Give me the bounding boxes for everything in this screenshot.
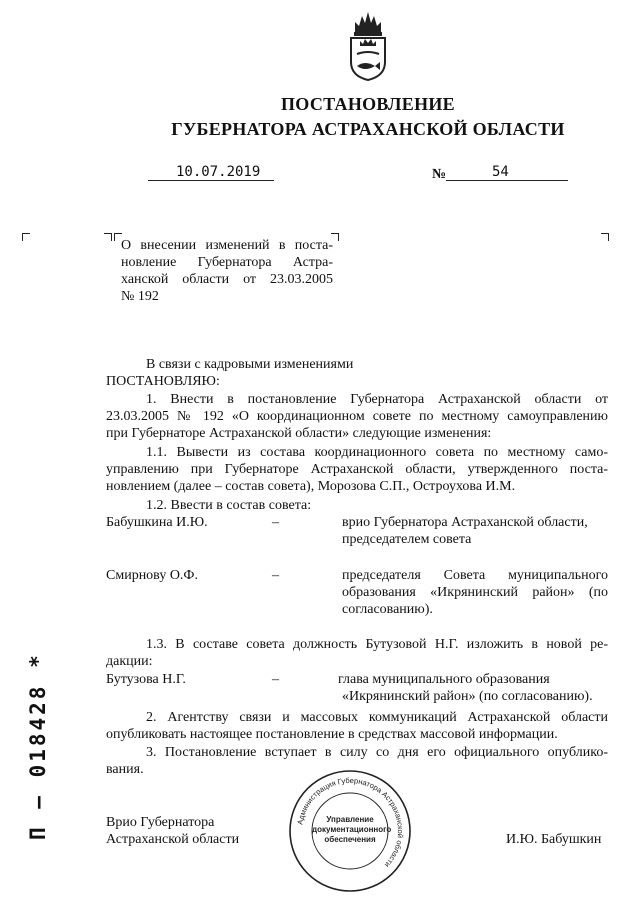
- right-margin-corner: [601, 233, 609, 241]
- paragraph-line: 1. Внести в постановление Губернатора Астраханской области от: [146, 392, 608, 407]
- paragraph-2: [106, 709, 608, 743]
- number-label: №: [432, 167, 447, 182]
- paragraph-line: новлением (далее – состав совета), Морозова С.П., Остроухова И.М.: [106, 479, 516, 494]
- paragraph-line: управлению при Губернаторе Астраханской области, утвержденного поста-: [106, 462, 608, 477]
- subject-block: [121, 237, 333, 305]
- subject-line: новление Губернатора Астра-: [121, 255, 333, 270]
- number-line: [446, 180, 568, 181]
- role-line: председателя Совета муниципального: [342, 568, 608, 583]
- paragraph-line: при Губернаторе Астраханской области» следующие изменения:: [106, 426, 492, 441]
- role-line: образования «Икрянинский район» (по: [342, 585, 608, 600]
- subject-line: О внесении изменений в поста-: [121, 238, 333, 253]
- left-margin-corner: [22, 233, 30, 241]
- subject-line: ханской области от 23.03.2005: [121, 272, 333, 287]
- member-dash: –: [272, 515, 279, 530]
- paragraph-line: вания.: [106, 762, 144, 777]
- role-line: председателем совета: [342, 532, 472, 547]
- stamp-inner-text: [312, 815, 392, 845]
- coat-of-arms-icon: [345, 10, 391, 82]
- member-name: Бабушкина И.Ю.: [106, 515, 208, 530]
- date-line: [148, 180, 274, 181]
- role-line: согласованию).: [342, 602, 433, 617]
- subject-line: № 192: [121, 289, 159, 304]
- member-role: [342, 567, 608, 618]
- paragraph-line: 23.03.2005 № 192 «О координационном совете по местному самоуправлению: [106, 409, 608, 424]
- paragraph-line: 2. Агентству связи и массовых коммуникаций Астраханской области: [146, 710, 608, 725]
- issuer-title: ГУБЕРНАТОРА АСТРАХАНСКОЙ ОБЛАСТИ: [171, 119, 565, 139]
- signatory-position: Врио Губернатора: [106, 815, 215, 830]
- paragraph-1-3: [106, 636, 608, 670]
- serial-number: П – 018428 *: [26, 652, 50, 840]
- member-role: [338, 671, 610, 705]
- subject-open-corner-outer: [104, 233, 112, 241]
- member-name: Бутузова Н.Г.: [106, 672, 186, 687]
- role-line: врио Губернатора Астраханской области,: [342, 515, 588, 530]
- paragraph-line: 1.3. В составе совета должность Бутузовой Н.Г. изложить в новой ре-: [146, 637, 608, 652]
- paragraph-1: [106, 391, 608, 442]
- paragraph-line: опубликовать настоящее постановление в средствах массовой информации.: [106, 727, 558, 742]
- signatory-name: И.Ю. Бабушкин: [506, 832, 602, 847]
- document-type-title: ПОСТАНОВЛЕНИЕ: [281, 94, 455, 114]
- paragraph-line: 3. Постановление вступает в силу со дня его официального опублико-: [146, 745, 608, 760]
- stamp-inner-line: документационного: [312, 825, 392, 834]
- intro-text: В связи с кадровыми изменениями: [146, 357, 354, 372]
- member-dash: –: [272, 568, 279, 583]
- role-line: «Икрянинский район» (по согласованию).: [342, 689, 593, 704]
- signatory-region: Астраханской области: [106, 832, 240, 847]
- document-date: 10.07.2019: [176, 164, 261, 180]
- paragraph-1-2: 1.2. Ввести в состав совета:: [146, 498, 312, 513]
- member-name: Смирнову О.Ф.: [106, 568, 198, 583]
- member-dash: –: [272, 672, 279, 687]
- paragraph-1-1: [106, 444, 608, 495]
- decree-word: ПОСТАНОВЛЯЮ:: [106, 374, 220, 389]
- paragraph-line: 1.1. Вывести из состава координационного совета по местному само-: [146, 445, 608, 460]
- stamp-inner-line: Управление: [326, 815, 374, 824]
- member-role: [342, 514, 608, 548]
- stamp-inner-line: обеспечения: [324, 835, 376, 844]
- stamp-ring-text: Администрация Губернатора Астраханской области: [295, 775, 406, 870]
- official-stamp: [287, 768, 413, 894]
- paragraph-line: дакции:: [106, 654, 153, 669]
- role-line: глава муниципального образования: [338, 672, 550, 687]
- document-number: 54: [492, 164, 509, 180]
